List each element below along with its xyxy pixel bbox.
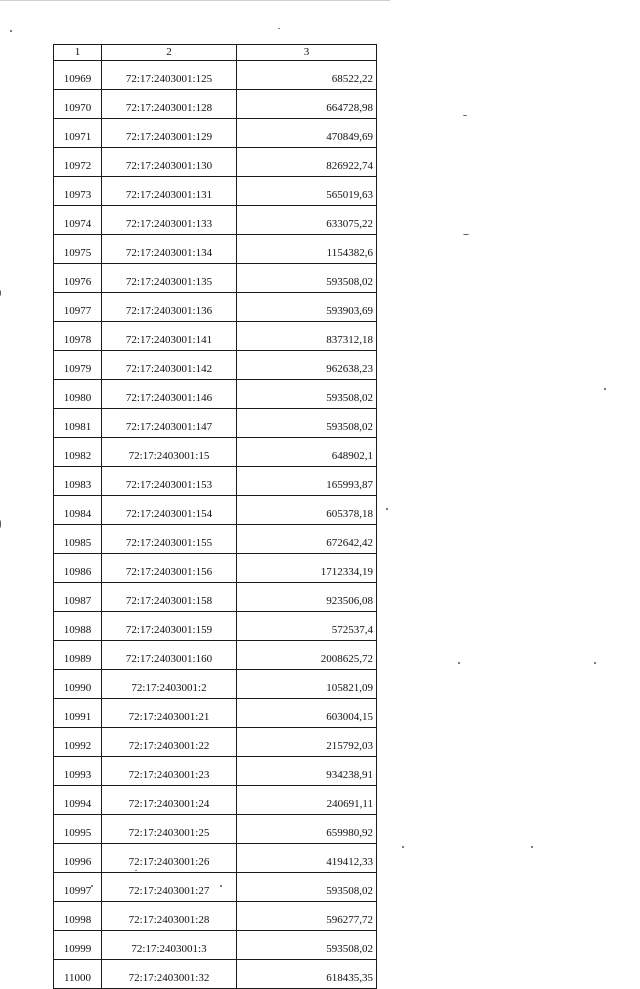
scan-speck [594, 662, 596, 664]
cadastral-value-cell: 1712334,19 [237, 554, 377, 583]
row-number-cell: 10977 [54, 293, 102, 322]
cadastral-number-cell: 72:17:2403001:15 [102, 438, 237, 467]
cadastral-value-cell: 593903,69 [237, 293, 377, 322]
cadastral-number-cell: 72:17:2403001:32 [102, 960, 237, 989]
header-row [54, 45, 377, 61]
cadastral-number-cell: 72:17:2403001:130 [102, 148, 237, 177]
cadastral-value-cell: 923506,08 [237, 583, 377, 612]
cadastral-value-cell: 837312,18 [237, 322, 377, 351]
cadastral-value-cell: 215792,03 [237, 728, 377, 757]
cadastral-number-cell: 72:17:2403001:131 [102, 177, 237, 206]
table-row [54, 960, 377, 989]
cadastral-value-cell: 2008625,72 [237, 641, 377, 670]
cadastral-number-cell: 72:17:2403001:142 [102, 351, 237, 380]
table-row [54, 525, 377, 554]
row-number-cell: 10975 [54, 235, 102, 264]
scan-speck [0, 520, 1, 528]
table-row [54, 496, 377, 525]
cadastral-value-cell: 593508,02 [237, 931, 377, 960]
cadastral-number-cell: 72:17:2403001:24 [102, 786, 237, 815]
row-number-cell: 10972 [54, 148, 102, 177]
cadastral-value-cell: 633075,22 [237, 206, 377, 235]
column-header-3: 3 [237, 45, 377, 61]
scan-speck [402, 846, 404, 848]
cadastral-value-cell: 240691,11 [237, 786, 377, 815]
scan-speck [91, 885, 93, 887]
table-row [54, 670, 377, 699]
table-row [54, 206, 377, 235]
cadastral-number-cell: 72:17:2403001:159 [102, 612, 237, 641]
cadastral-number-cell: 72:17:2403001:27 [102, 873, 237, 902]
table-row [54, 264, 377, 293]
cadastral-number-cell: 72:17:2403001:135 [102, 264, 237, 293]
cadastral-value-cell: 68522,22 [237, 61, 377, 90]
scan-speck [10, 30, 12, 32]
cadastral-number-cell: 72:17:2403001:125 [102, 61, 237, 90]
cadastral-number-cell: 72:17:2403001:133 [102, 206, 237, 235]
cadastral-value-cell: 826922,74 [237, 148, 377, 177]
row-number-cell: 10989 [54, 641, 102, 670]
cadastral-number-cell: 72:17:2403001:153 [102, 467, 237, 496]
cadastral-number-cell: 72:17:2403001:146 [102, 380, 237, 409]
row-number-cell: 10984 [54, 496, 102, 525]
cadastral-value-cell: 593508,02 [237, 409, 377, 438]
scan-speck [531, 846, 533, 848]
cadastral-number-cell: 72:17:2403001:26 [102, 844, 237, 873]
table-row [54, 467, 377, 496]
cadastral-value-cell: 593508,02 [237, 380, 377, 409]
table-row [54, 931, 377, 960]
table-body [54, 61, 377, 989]
scan-speck [386, 508, 388, 510]
cadastral-number-cell: 72:17:2403001:21 [102, 699, 237, 728]
table-row [54, 235, 377, 264]
row-number-cell: 10999 [54, 931, 102, 960]
row-number-cell: 10973 [54, 177, 102, 206]
table-row [54, 409, 377, 438]
cadastral-number-cell: 72:17:2403001:158 [102, 583, 237, 612]
scan-speck [458, 662, 460, 664]
table-row [54, 322, 377, 351]
table-row [54, 119, 377, 148]
cadastral-value-cell: 419412,33 [237, 844, 377, 873]
cadastral-value-cell: 659980,92 [237, 815, 377, 844]
row-number-cell: 10969 [54, 61, 102, 90]
row-number-cell: 10993 [54, 757, 102, 786]
row-number-cell: 10987 [54, 583, 102, 612]
scan-speck [0, 290, 1, 296]
table-row [54, 380, 377, 409]
cadastral-value-cell: 664728,98 [237, 90, 377, 119]
column-header-2: 2 [102, 45, 237, 61]
cadastral-number-cell: 72:17:2403001:128 [102, 90, 237, 119]
cadastral-value-cell: 648902,1 [237, 438, 377, 467]
cadastral-value-cell: 672642,42 [237, 525, 377, 554]
cadastral-number-cell: 72:17:2403001:2 [102, 670, 237, 699]
cadastral-number-cell: 72:17:2403001:147 [102, 409, 237, 438]
cadastral-value-cell: 572537,4 [237, 612, 377, 641]
cadastral-value-cell: 1154382,6 [237, 235, 377, 264]
row-number-cell: 10976 [54, 264, 102, 293]
row-number-cell: 10982 [54, 438, 102, 467]
row-number-cell: 10974 [54, 206, 102, 235]
cadastral-number-cell: 72:17:2403001:129 [102, 119, 237, 148]
row-number-cell: 10997 [54, 873, 102, 902]
table-row [54, 728, 377, 757]
table-row [54, 786, 377, 815]
cadastral-value-cell: 105821,09 [237, 670, 377, 699]
row-number-cell: 10990 [54, 670, 102, 699]
cadastral-number-cell: 72:17:2403001:155 [102, 525, 237, 554]
cadastral-number-cell: 72:17:2403001:25 [102, 815, 237, 844]
row-number-cell: 10979 [54, 351, 102, 380]
cadastral-value-cell: 962638,23 [237, 351, 377, 380]
cadastral-value-cell: 934238,91 [237, 757, 377, 786]
table-row [54, 699, 377, 728]
cadastral-value-cell: 565019,63 [237, 177, 377, 206]
cadastral-value-cell: 470849,69 [237, 119, 377, 148]
row-number-cell: 10988 [54, 612, 102, 641]
cadastral-value-cell: 596277,72 [237, 902, 377, 931]
row-number-cell: 10978 [54, 322, 102, 351]
cadastral-value-cell: 618435,35 [237, 960, 377, 989]
scan-speck [463, 234, 469, 235]
table-row [54, 438, 377, 467]
cadastral-value-cell: 605378,18 [237, 496, 377, 525]
table-row [54, 873, 377, 902]
row-number-cell: 10992 [54, 728, 102, 757]
table-row [54, 554, 377, 583]
row-number-cell: 10996 [54, 844, 102, 873]
cadastral-value-cell: 593508,02 [237, 873, 377, 902]
scan-speck [604, 388, 606, 390]
cadastral-value-table [53, 44, 377, 989]
cadastral-number-cell: 72:17:2403001:154 [102, 496, 237, 525]
table-row [54, 293, 377, 322]
table-row [54, 177, 377, 206]
cadastral-number-cell: 72:17:2403001:3 [102, 931, 237, 960]
row-number-cell: 10980 [54, 380, 102, 409]
table-row [54, 641, 377, 670]
scan-speck [135, 870, 137, 871]
table-row [54, 815, 377, 844]
table-row [54, 351, 377, 380]
scan-speck [220, 885, 222, 887]
column-header-1: 1 [54, 45, 102, 61]
row-number-cell: 10994 [54, 786, 102, 815]
table-header [54, 45, 377, 61]
cadastral-number-cell: 72:17:2403001:156 [102, 554, 237, 583]
cadastral-value-cell: 165993,87 [237, 467, 377, 496]
table-row [54, 902, 377, 931]
table-row [54, 844, 377, 873]
row-number-cell: 10971 [54, 119, 102, 148]
row-number-cell: 10995 [54, 815, 102, 844]
scan-speck [278, 28, 280, 29]
row-number-cell: 10986 [54, 554, 102, 583]
cadastral-value-cell: 593508,02 [237, 264, 377, 293]
top-rule [0, 0, 390, 1]
table-row [54, 148, 377, 177]
row-number-cell: 10985 [54, 525, 102, 554]
table-row [54, 612, 377, 641]
row-number-cell: 10991 [54, 699, 102, 728]
cadastral-number-cell: 72:17:2403001:134 [102, 235, 237, 264]
row-number-cell: 10981 [54, 409, 102, 438]
table-row [54, 61, 377, 90]
row-number-cell: 10983 [54, 467, 102, 496]
row-number-cell: 10998 [54, 902, 102, 931]
cadastral-number-cell: 72:17:2403001:141 [102, 322, 237, 351]
table-row [54, 583, 377, 612]
table-row [54, 757, 377, 786]
table-row [54, 90, 377, 119]
cadastral-number-cell: 72:17:2403001:23 [102, 757, 237, 786]
cadastral-number-cell: 72:17:2403001:160 [102, 641, 237, 670]
cadastral-value-cell: 603004,15 [237, 699, 377, 728]
cadastral-number-cell: 72:17:2403001:136 [102, 293, 237, 322]
cadastral-number-cell: 72:17:2403001:22 [102, 728, 237, 757]
row-number-cell: 11000 [54, 960, 102, 989]
row-number-cell: 10970 [54, 90, 102, 119]
cadastral-number-cell: 72:17:2403001:28 [102, 902, 237, 931]
scan-speck [463, 115, 467, 116]
